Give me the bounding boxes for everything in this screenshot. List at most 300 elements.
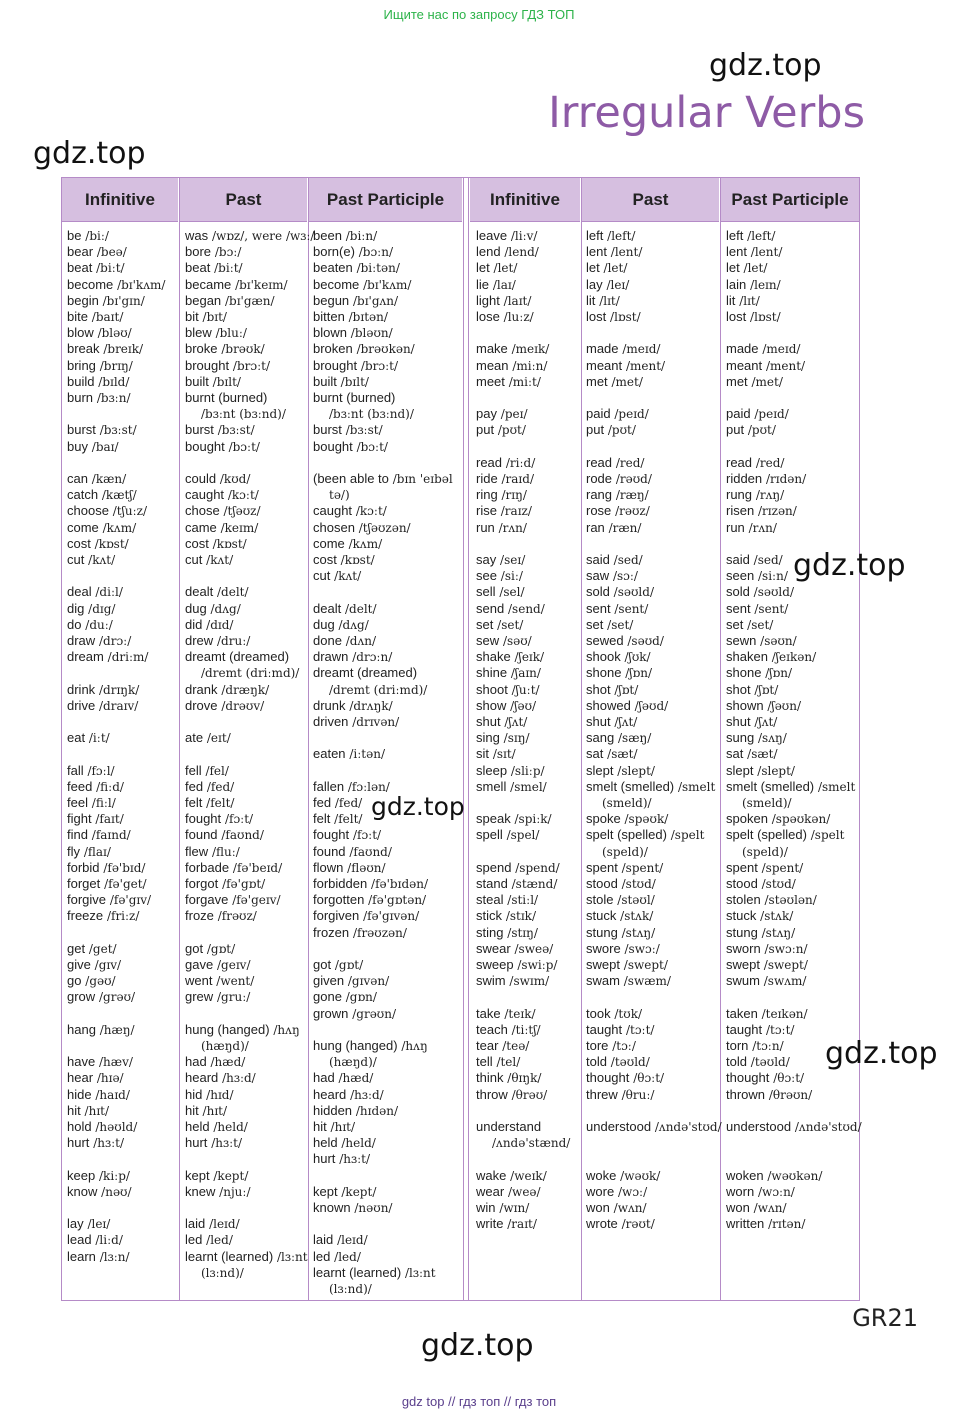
- verb-cell: threw /θruː/: [586, 1086, 655, 1102]
- verb-cell: freeze /friːz/: [67, 908, 140, 924]
- page-code: GR21: [852, 1304, 918, 1332]
- verb-cell: thought /θɔːt/: [586, 1070, 665, 1086]
- verb-cell: sold /səʊld/: [726, 584, 794, 600]
- verb-cell: mean /miːn/: [476, 357, 548, 373]
- verb-cell: spent /spent/: [726, 859, 804, 875]
- verb-cell: lend /lend/: [476, 244, 539, 260]
- verb-cell: drive /draɪv/: [67, 697, 139, 713]
- watermark: gdz.top: [33, 136, 146, 171]
- verb-cell: shut /ʃʌt/: [726, 714, 778, 729]
- footer-links: gdz top // гдз топ // гдз топ: [401, 1394, 557, 1409]
- verb-cell: hang /hæŋ/: [67, 1021, 135, 1037]
- verb-cell: lent /lent/: [586, 244, 643, 260]
- verb-cell: met /met/: [586, 373, 643, 389]
- verb-cell: met /met/: [726, 373, 783, 389]
- verb-cell: burn /bɜːn/: [67, 390, 131, 405]
- verb-cell: stuck /stʌk/: [726, 908, 794, 924]
- verb-cell: (speld)/: [602, 844, 648, 859]
- verb-cell: stood /stʊd/: [586, 876, 656, 891]
- verb-cell: /dremt (driːmd)/: [201, 666, 300, 681]
- verb-cell: hear /hɪə/: [67, 1070, 124, 1086]
- verb-cell: won /wʌn/: [586, 1200, 647, 1215]
- verb-cell: shoot /ʃuːt/: [476, 681, 540, 697]
- verb-cell: hidden /hɪdən/: [313, 1102, 399, 1118]
- verb-cell: have /hæv/: [67, 1054, 133, 1070]
- verb-cell: cut /kʌt/: [313, 568, 362, 584]
- verb-cell: saw /sɔː/: [586, 568, 638, 584]
- verb-cell: throw /θrəʊ/: [476, 1086, 548, 1102]
- verb-cell: bought /bɔːt/: [313, 438, 388, 454]
- verb-cell: woke /wəʊk/: [586, 1167, 661, 1183]
- verb-cell: understand: [476, 1119, 542, 1134]
- verb-cell: stand /stænd/: [476, 876, 558, 891]
- verb-cell: bought /bɔːt/: [185, 438, 260, 454]
- verb-cell: stung /stʌŋ/: [586, 924, 656, 940]
- verb-cell: (lɜːnd)/: [201, 1265, 244, 1280]
- verb-cell: caught /kɔːt/: [313, 503, 387, 519]
- verb-cell: write /raɪt/: [476, 1216, 537, 1232]
- verb-cell: spoken /spəʊkən/: [726, 811, 831, 827]
- search-hint: Ищите нас по запросу ГДЗ ТОП: [383, 7, 575, 22]
- verb-cell: hurt /hɜːt/: [185, 1135, 243, 1151]
- column-divider: [308, 178, 309, 1300]
- verb-cell: given /gɪvən/: [313, 973, 390, 989]
- verb-cell: get /get/: [67, 940, 117, 956]
- verb-cell: ring /rɪŋ/: [476, 487, 527, 503]
- verb-cell: meet /miːt/: [476, 373, 541, 389]
- verb-cell: taught /tɔːt/: [586, 1021, 655, 1037]
- verb-cell: shake /ʃeɪk/: [476, 649, 545, 665]
- verb-cell: fought /fɔːt/: [313, 827, 382, 843]
- verb-cell: wore /wɔː/: [586, 1183, 648, 1199]
- verb-cell: built /bɪlt/: [313, 373, 369, 389]
- verb-cell: sworn /swɔːn/: [726, 940, 808, 956]
- verb-cell: fallen /fɔːlən/: [313, 778, 390, 794]
- verb-cell: held /held/: [185, 1119, 248, 1134]
- verb-cell: bitten /bɪtən/: [313, 309, 388, 324]
- verb-cell: shone /ʃɒn/: [586, 665, 652, 681]
- verb-cell: sold /səʊld/: [586, 584, 654, 600]
- verb-cell: lain /leɪn/: [726, 276, 781, 292]
- verb-cell: cut /kʌt/: [185, 552, 234, 567]
- verb-cell: tell /tel/: [476, 1054, 521, 1070]
- verb-cell: build /bɪld/: [67, 373, 130, 389]
- verb-cell: forgave /fə'geɪv/: [185, 892, 281, 908]
- verb-cell: written /rɪtən/: [726, 1216, 806, 1232]
- verb-cell: sat /sæt/: [586, 746, 638, 762]
- verb-cell: spent /spent/: [586, 859, 664, 875]
- verb-cell: grow /grəʊ/: [67, 989, 136, 1005]
- verb-cell: hit /hɪt/: [313, 1119, 356, 1134]
- verb-cell: teach /tiːtʃ/: [476, 1021, 541, 1037]
- verb-cell: could /kʊd/: [185, 471, 251, 486]
- verb-cell: shot /ʃɒt/: [726, 681, 779, 697]
- verb-cell: laid /leɪd/: [185, 1216, 240, 1232]
- verb-cell: (been able to /bɪn 'eɪbəl: [313, 471, 453, 486]
- verb-cell: keep /kiːp/: [67, 1167, 130, 1183]
- verb-cell: burnt (burned): [313, 390, 396, 405]
- verb-cell: held /held/: [313, 1135, 376, 1151]
- verb-cell: began /bɪ'gæn/: [185, 292, 275, 308]
- verb-cell: slept /slept/: [726, 762, 795, 778]
- verb-cell: (lɜːnd)/: [329, 1282, 372, 1296]
- verb-cell: built /bɪlt/: [185, 373, 241, 389]
- verb-cell: eaten /iːtən/: [313, 746, 385, 762]
- verb-cell: run /rʌn/: [476, 519, 527, 535]
- verb-cell: took /tʊk/: [586, 1005, 643, 1021]
- verb-cell: shut /ʃʌt/: [586, 714, 638, 729]
- verb-cell: showed /ʃəʊd/: [586, 697, 669, 713]
- verb-cell: meant /ment/: [586, 357, 666, 373]
- verb-cell: bore /bɔː/: [185, 244, 242, 260]
- verb-cell: fight /faɪt/: [67, 811, 124, 827]
- verb-cell: lost /lɒst/: [586, 309, 641, 324]
- verb-cell: swum /swʌm/: [726, 973, 807, 989]
- verb-cell: dig /dɪg/: [67, 600, 116, 616]
- verb-cell: give /gɪv/: [67, 957, 122, 972]
- verb-cell: cost /kɒst/: [185, 535, 247, 551]
- verb-cell: caught /kɔːt/: [185, 487, 259, 503]
- verb-cell: broke /brəʊk/: [185, 341, 265, 357]
- verb-cell: burst /bɜːst/: [185, 422, 255, 438]
- verb-cell: slept /slept/: [586, 762, 655, 778]
- verb-cell: spelt (spelled) /spelt: [726, 827, 845, 843]
- verb-cell: stuck /stʌk/: [586, 908, 654, 924]
- verb-cell: grown /grəʊn/: [313, 1005, 397, 1021]
- verb-cell: won /wʌn/: [726, 1200, 787, 1215]
- verb-cell: shook /ʃʊk/: [586, 649, 651, 665]
- verb-cell: show /ʃəʊ/: [476, 697, 537, 713]
- verb-cell: catch /kætʃ/: [67, 487, 137, 503]
- verb-cell: sewn /səʊn/: [726, 633, 797, 648]
- verb-cell: rode /rəʊd/: [586, 471, 652, 486]
- verb-cell: break /breɪk/: [67, 341, 144, 357]
- verb-cell: shone /ʃɒn/: [726, 665, 792, 681]
- verb-cell: burst /bɜːst/: [313, 422, 383, 438]
- verb-cell: find /faɪnd/: [67, 827, 131, 843]
- verb-cell: /bɜːnt (bɜːnd)/: [201, 407, 286, 422]
- verb-cell: (hæŋd)/: [201, 1039, 249, 1053]
- verb-cell: understood /ʌndə'stʊd/: [586, 1119, 722, 1134]
- verb-cell: became /bɪ'keɪm/: [185, 276, 288, 292]
- verb-cell: beat /biːt/: [185, 260, 243, 276]
- verb-cell: learnt (learned) /lɜːnt: [313, 1264, 436, 1280]
- verb-cell: sweep /swiːp/: [476, 957, 558, 972]
- verb-cell: drunk /drʌŋk/: [313, 697, 393, 713]
- verb-cell: bear /beə/: [67, 244, 127, 260]
- verb-cell: done /dʌn/: [313, 633, 377, 648]
- verb-cell: shot /ʃɒt/: [586, 681, 639, 697]
- verb-cell: stood /stʊd/: [726, 876, 796, 891]
- irregular-verbs-table: [61, 177, 860, 1301]
- verb-cell: come /kʌm/: [313, 535, 383, 551]
- verb-cell: hold /həʊld/: [67, 1119, 138, 1134]
- verb-cell: taken /teɪkən/: [726, 1005, 808, 1021]
- verb-cell: told /təʊld/: [586, 1054, 650, 1070]
- column-header: Infinitive: [62, 178, 178, 222]
- verb-cell: light /laɪt/: [476, 292, 532, 308]
- verb-cell: sting /stɪŋ/: [476, 924, 538, 940]
- verb-cell: risen /rɪzən/: [726, 503, 797, 519]
- column-header: Past Participle: [309, 178, 462, 222]
- verb-cell: shaken /ʃeɪkən/: [726, 649, 817, 665]
- verb-cell: tore /tɔː/: [586, 1038, 636, 1053]
- verb-cell: spoke /spəʊk/: [586, 811, 669, 827]
- verb-cell: tear /teə/: [476, 1038, 530, 1053]
- verb-cell: sent /sent/: [586, 600, 649, 616]
- verb-cell: rang /ræŋ/: [586, 487, 649, 503]
- page-title: Irregular Verbs: [548, 88, 865, 138]
- verb-cell: send /send/: [476, 600, 545, 616]
- verb-cell: lit /lɪt/: [726, 292, 760, 308]
- verb-cell: paid /peɪd/: [586, 406, 649, 422]
- verb-cell: make /meɪk/: [476, 341, 550, 357]
- verb-cell: hit /hɪt/: [67, 1102, 110, 1118]
- verb-cell: forgive /fə'gɪv/: [67, 892, 152, 908]
- verb-cell: told /təʊld/: [726, 1054, 790, 1070]
- verb-cell: read /red/: [586, 454, 645, 470]
- verb-cell: smelt (smelled) /smelt: [726, 778, 856, 794]
- verb-cell: gave /geɪv/: [185, 957, 251, 972]
- verb-cell: ridden /rɪdən/: [726, 471, 807, 486]
- verb-cell: shown /ʃəʊn/: [726, 697, 802, 713]
- verb-cell: knew /njuː/: [185, 1183, 251, 1199]
- verb-cell: swim /swɪm/: [476, 973, 550, 989]
- verb-cell: came /keɪm/: [185, 519, 259, 535]
- verb-cell: fought /fɔːt/: [185, 811, 254, 827]
- verb-cell: pay /peɪ/: [476, 406, 528, 422]
- verb-cell: wrote /rəʊt/: [586, 1216, 655, 1232]
- verb-cell: spend /spend/: [476, 859, 560, 875]
- verb-cell: driven /drɪvən/: [313, 714, 400, 729]
- verb-cell: dealt /delt/: [185, 584, 249, 600]
- verb-cell: burst /bɜːst/: [67, 422, 137, 438]
- verb-cell: gone /gɒn/: [313, 989, 377, 1005]
- column-header: Past Participle: [721, 178, 859, 222]
- verb-cell: chose /tʃəʊz/: [185, 503, 261, 519]
- verb-cell: buy /baɪ/: [67, 438, 119, 454]
- verb-cell: let /let/: [726, 260, 768, 276]
- verb-cell: deal /diːl/: [67, 584, 123, 600]
- verb-cell: read /red/: [726, 454, 785, 470]
- verb-cell: taught /tɔːt/: [726, 1021, 795, 1037]
- verb-cell: drink /drɪŋk/: [67, 681, 140, 697]
- verb-cell: hurt /hɜːt/: [67, 1135, 125, 1151]
- verb-cell: draw /drɔː/: [67, 633, 132, 648]
- verb-cell: stole /stəʊl/: [586, 892, 655, 908]
- verb-cell: ran /ræn/: [586, 519, 642, 535]
- verb-cell: rose /rəʊz/: [586, 503, 650, 519]
- verb-cell: shine /ʃaɪn/: [476, 665, 541, 681]
- verb-cell: (speld)/: [742, 844, 788, 859]
- verb-cell: win /wɪn/: [476, 1200, 530, 1215]
- column-header: Past: [180, 178, 307, 222]
- verb-cell: lose /luːz/: [476, 309, 534, 324]
- verb-cell: sew /səʊ/: [476, 633, 532, 648]
- verb-cell: had /hæd/: [185, 1054, 246, 1070]
- verb-cell: dug /dʌg/: [313, 616, 369, 632]
- verb-cell: lay /leɪ/: [586, 276, 630, 292]
- verb-cell: burnt (burned): [185, 390, 268, 405]
- verb-cell: (smeld)/: [602, 796, 652, 810]
- verb-cell: lead /liːd/: [67, 1232, 123, 1248]
- verb-cell: froze /frəʊz/: [185, 908, 257, 924]
- verb-cell: fed /fed/: [185, 778, 235, 794]
- verb-cell: say /seɪ/: [476, 552, 526, 567]
- verb-cell: sleep /sliːp/: [476, 762, 545, 778]
- verb-cell: left /left/: [586, 228, 636, 243]
- verb-cell: sat /sæt/: [726, 746, 778, 762]
- verb-cell: begun /bɪ'gʌn/: [313, 292, 399, 308]
- verb-cell: fell /fel/: [185, 762, 229, 778]
- verb-cell: /dremt (driːmd)/: [329, 682, 428, 697]
- verb-cell: hung (hanged) /hʌŋ: [185, 1021, 300, 1037]
- verb-cell: hid /hɪd/: [185, 1086, 234, 1102]
- verb-cell: set /set/: [476, 616, 524, 632]
- verb-cell: swept /swept/: [726, 957, 808, 972]
- verb-cell: dreamt (dreamed): [185, 649, 290, 665]
- watermark: gdz.top: [825, 1036, 938, 1071]
- verb-cell: kept /kept/: [185, 1167, 249, 1183]
- verb-cell: forget /fə'get/: [67, 876, 147, 891]
- verb-cell: blown /bləʊn/: [313, 325, 393, 341]
- verb-cell: wear /weə/: [476, 1183, 541, 1199]
- verb-cell: left /left/: [726, 228, 776, 243]
- verb-cell: felt /felt/: [313, 811, 363, 827]
- verb-cell: fly /flaɪ/: [67, 843, 111, 859]
- verb-cell: brought /brɔːt/: [185, 357, 270, 373]
- verb-cell: flown /fləʊn/: [313, 859, 386, 875]
- verb-cell: sung /sʌŋ/: [726, 730, 787, 746]
- verb-cell: was /wɒz/, were /wɜː/: [185, 228, 315, 243]
- verb-cell: understood /ʌndə'stʊd/: [726, 1119, 862, 1134]
- verb-cell: thought /θɔːt/: [726, 1070, 805, 1086]
- verb-cell: kept /kept/: [313, 1183, 377, 1199]
- verb-cell: hurt /hɜːt/: [313, 1151, 371, 1167]
- verb-cell: bit /bɪt/: [185, 309, 227, 324]
- verb-cell: blew /bluː/: [185, 325, 247, 341]
- verb-cell: lent /lent/: [726, 244, 783, 260]
- verb-cell: smelt (smelled) /smelt: [586, 778, 716, 794]
- verb-cell: forbid /fə'bɪd/: [67, 859, 146, 875]
- verb-cell: set /set/: [586, 616, 634, 632]
- verb-cell: heard /hɜːd/: [313, 1086, 384, 1102]
- verb-cell: led /led/: [313, 1248, 361, 1264]
- verb-cell: speak /spiːk/: [476, 811, 552, 827]
- verb-cell: swam /swæm/: [586, 973, 671, 989]
- verb-cell: forgot /fə'gɒt/: [185, 876, 266, 891]
- verb-cell: take /teɪk/: [476, 1005, 536, 1021]
- verb-cell: heard /hɜːd/: [185, 1070, 256, 1086]
- verb-cell: drew /druː/: [185, 633, 251, 648]
- verb-cell: dealt /delt/: [313, 600, 377, 616]
- verb-cell: begin /bɪ'gɪn/: [67, 292, 145, 308]
- watermark: gdz.top: [421, 1328, 534, 1363]
- verb-cell: forbade /fə'beɪd/: [185, 859, 283, 875]
- verb-cell: spell /spel/: [476, 827, 540, 843]
- verb-cell: (smeld)/: [742, 796, 792, 810]
- verb-cell: /bɜːnt (bɜːnd)/: [329, 407, 414, 422]
- verb-cell: set /set/: [726, 616, 774, 632]
- verb-cell: be /biː/: [67, 228, 109, 243]
- verb-cell: been /biːn/: [313, 228, 378, 243]
- verb-cell: cost /kɒst/: [67, 535, 129, 551]
- verb-cell: made /meɪd/: [586, 341, 661, 357]
- verb-cell: woken /wəʊkən/: [726, 1167, 823, 1183]
- verb-cell: stick /stɪk/: [476, 908, 536, 924]
- verb-cell: dug /dʌg/: [185, 600, 241, 616]
- verb-cell: drank /dræŋk/: [185, 681, 270, 697]
- verb-cell: felt /felt/: [185, 795, 235, 810]
- verb-cell: feed /fiːd/: [67, 778, 124, 794]
- watermark: gdz.top: [371, 792, 465, 821]
- verb-cell: choose /tʃuːz/: [67, 503, 147, 519]
- verb-cell: cut /kʌt/: [67, 552, 116, 567]
- verb-cell: hide /haɪd/: [67, 1086, 130, 1102]
- verb-cell: spelt (spelled) /spelt: [586, 827, 705, 843]
- verb-cell: got /gɒt/: [313, 957, 364, 972]
- verb-cell: flew /fluː/: [185, 843, 240, 859]
- verb-cell: forgotten /fə'gɒtən/: [313, 892, 427, 908]
- verb-cell: beaten /biːtən/: [313, 260, 400, 276]
- verb-cell: swore /swɔː/: [586, 940, 660, 956]
- verb-cell: become /bɪ'kʌm/: [313, 276, 412, 292]
- verb-cell: wake /weɪk/: [476, 1167, 547, 1183]
- verb-cell: become /bɪ'kʌm/: [67, 276, 166, 292]
- verb-cell: think /θɪŋk/: [476, 1070, 542, 1086]
- verb-cell: put /pʊt/: [726, 422, 776, 438]
- verb-cell: grew /gruː/: [185, 989, 251, 1005]
- verb-cell: dreamt (dreamed): [313, 665, 418, 681]
- verb-cell: thrown /θrəʊn/: [726, 1086, 813, 1102]
- verb-cell: brought /brɔːt/: [313, 357, 398, 373]
- verb-cell: sewed /səʊd/: [586, 633, 664, 648]
- verb-cell: known /nəʊn/: [313, 1200, 393, 1215]
- column-divider: [179, 178, 180, 1300]
- verb-cell: lay /leɪ/: [67, 1216, 111, 1232]
- verb-cell: swept /swept/: [586, 957, 668, 972]
- verb-cell: shut /ʃʌt/: [476, 714, 528, 729]
- verb-cell: cost /kɒst/: [313, 552, 375, 567]
- verb-cell: found /faʊnd/: [185, 827, 264, 843]
- verb-cell: rung /rʌŋ/: [726, 487, 785, 503]
- verb-cell: know /nəʊ/: [67, 1183, 132, 1199]
- verb-cell: stung /stʌŋ/: [726, 924, 796, 940]
- verb-cell: ride /raɪd/: [476, 471, 534, 486]
- verb-cell: lit /lɪt/: [586, 292, 620, 308]
- verb-cell: frozen /frəʊzən/: [313, 924, 407, 940]
- verb-cell: beat /biːt/: [67, 260, 125, 276]
- verb-cell: blow /bləʊ/: [67, 325, 132, 341]
- verb-cell: sent /sent/: [726, 600, 789, 616]
- verb-cell: fall /fɔːl/: [67, 762, 115, 778]
- verb-cell: eat /iːt/: [67, 730, 110, 746]
- verb-cell: broken /brəʊkən/: [313, 341, 415, 357]
- verb-cell: hit /hɪt/: [185, 1102, 228, 1118]
- verb-cell: go /gəʊ/: [67, 973, 116, 989]
- verb-cell: drawn /drɔːn/: [313, 649, 393, 665]
- verb-cell: lie /laɪ/: [476, 276, 516, 292]
- verb-cell: stolen /stəʊlən/: [726, 892, 817, 908]
- verb-cell: born(e) /bɔːn/: [313, 244, 393, 260]
- verb-cell: smell /smel/: [476, 778, 547, 794]
- verb-cell: rise /raɪz/: [476, 503, 532, 519]
- verb-cell: hung (hanged) /hʌŋ: [313, 1038, 428, 1053]
- verb-cell: see /siː/: [476, 568, 523, 584]
- verb-cell: can /kæn/: [67, 471, 127, 486]
- verb-cell: learn /lɜːn/: [67, 1248, 130, 1264]
- verb-cell: worn /wɔːn/: [726, 1183, 795, 1199]
